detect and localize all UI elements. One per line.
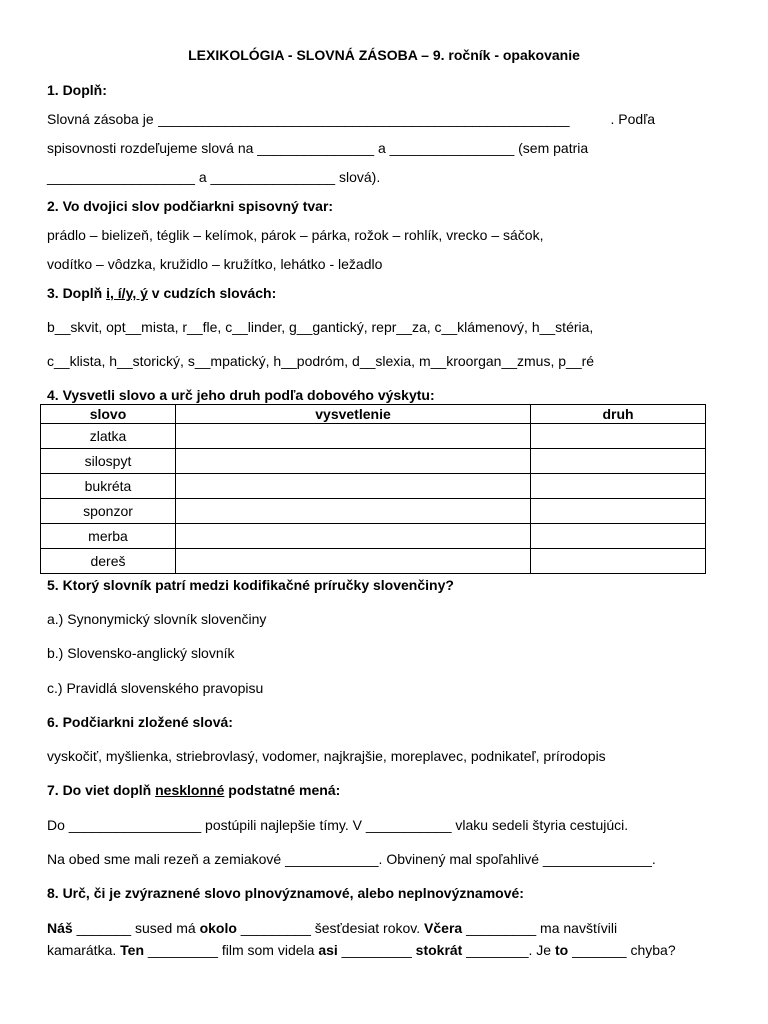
q6-line: vyskočiť, myšlienka, striebrovlasý, vodomer, najkrajšie, moreplavec, podnikateľ, prírodopis — [47, 748, 606, 764]
type-cell[interactable] — [531, 499, 706, 524]
column-header-vysvetlenie: vysvetlenie — [176, 405, 531, 424]
q5-option-a: a.) Synonymický slovník slovenčiny — [47, 611, 267, 627]
explanation-cell[interactable] — [176, 549, 531, 574]
q3-line-2: c__klista, h__storický, s__mpatický, h__podróm, d__slexia, m__kroorgan__zmus, p__ré — [47, 353, 595, 369]
type-cell[interactable] — [531, 474, 706, 499]
column-header-druh: druh — [531, 405, 706, 424]
type-cell[interactable] — [531, 549, 706, 574]
table-row — [41, 474, 706, 499]
q8-line-2 — [47, 941, 676, 959]
q5-option-b: b.) Slovensko-anglický slovník — [47, 645, 235, 661]
explanation-cell[interactable] — [176, 524, 531, 549]
explanation-cell[interactable] — [176, 449, 531, 474]
page-title: LEXIKOLÓGIA - SLOVNÁ ZÁSOBA – 9. ročník - opakovanie — [188, 47, 580, 63]
explanation-cell[interactable] — [176, 499, 531, 524]
highlighted-word: Včera — [424, 920, 463, 936]
q4-heading: 4. Vysvetli slovo a urč jeho druh podľa dobového výskytu: — [47, 387, 435, 403]
q5-heading: 5. Ktorý slovník patrí medzi kodifikačné príručky slovenčiny? — [47, 577, 454, 593]
type-cell[interactable] — [531, 424, 706, 449]
q7-heading-pre: 7. Do viet doplň — [47, 782, 156, 798]
q1-line-1-blank: _______________________________________________________ — [157, 111, 570, 127]
q3-heading — [47, 284, 276, 302]
q3-heading-pre: 3. Doplň — [47, 285, 107, 301]
q3-heading-letters: i, í/y, ý — [106, 285, 148, 301]
q1-heading: 1. Doplň: — [47, 82, 107, 98]
q8-text: _________ ma navštívili — [462, 920, 618, 936]
q1-line-3: ___________________ a ________________ slová). — [47, 169, 381, 185]
q1-line-1-c: . Podľa — [610, 111, 656, 127]
q7-heading — [47, 781, 340, 799]
word-cell: bukréta — [41, 474, 176, 499]
explanation-cell[interactable] — [176, 474, 531, 499]
q1-line-1 — [47, 110, 655, 128]
column-header-slovo: slovo — [41, 405, 176, 424]
table-row — [41, 424, 706, 449]
explanation-cell[interactable] — [176, 424, 531, 449]
q8-line-1 — [47, 919, 617, 937]
q8-text: _______ chyba? — [568, 942, 676, 958]
q7-line-2: Na obed sme mali rezeň a zemiakové ____________. Obvinený mal spoľahlivé ______________. — [47, 851, 656, 867]
q8-heading: 8. Urč, či je zvýraznené slovo plnovýznamové, alebo neplnovýznamové: — [47, 885, 524, 901]
word-cell: merba — [41, 524, 176, 549]
q2-heading: 2. Vo dvojici slov podčiarkni spisovný tvar: — [47, 198, 334, 214]
type-cell[interactable] — [531, 449, 706, 474]
highlighted-word: Ten — [120, 942, 144, 958]
highlighted-word: okolo — [199, 920, 237, 936]
q3-heading-post: v cudzích slovách: — [147, 285, 277, 301]
vocabulary-table — [40, 404, 706, 574]
q8-text: ________. Je — [462, 942, 555, 958]
word-cell: sponzor — [41, 499, 176, 524]
q8-text: kamarátka. — [47, 942, 121, 958]
q6-heading: 6. Podčiarkni zložené slová: — [47, 714, 233, 730]
type-cell[interactable] — [531, 524, 706, 549]
highlighted-word: stokrát — [415, 942, 463, 958]
q3-line-1: b__skvit, opt__mista, r__fle, c__linder, g__gantický, repr__za, c__klámenový, h__stéria, — [47, 319, 594, 335]
word-cell: silospyt — [41, 449, 176, 474]
highlighted-word: to — [554, 942, 569, 958]
table-header-row — [41, 405, 706, 424]
table-row — [41, 549, 706, 574]
word-cell: dereš — [41, 549, 176, 574]
table-row — [41, 449, 706, 474]
q8-text: _______ sused má — [72, 920, 200, 936]
highlighted-word: asi — [318, 942, 338, 958]
q2-line-1: prádlo – bielizeň, téglik – kelímok, párok – párka, rožok – rohlík, vrecko – sáčok, — [47, 227, 544, 243]
q8-text: _________ — [337, 942, 416, 958]
q7-heading-keyword: nesklonné — [155, 782, 225, 798]
q7-heading-post: podstatné mená: — [224, 782, 341, 798]
table-row — [41, 524, 706, 549]
table-row — [41, 499, 706, 524]
q1-line-1-a: Slovná zásoba je — [47, 111, 158, 127]
q8-text: _________ šesťdesiat rokov. — [236, 920, 425, 936]
q7-line-1: Do _________________ postúpili najlepšie tímy. V ___________ vlaku sedeli štyria cestujúci. — [47, 817, 629, 833]
q2-line-2: vodítko – vôdzka, kružidlo – kružítko, lehátko - ležadlo — [47, 256, 383, 272]
highlighted-word: Náš — [47, 920, 73, 936]
q8-text: _________ film som videla — [144, 942, 319, 958]
q1-line-2: spisovnosti rozdeľujeme slová na _______________ a ________________ (sem patria — [47, 140, 589, 156]
word-cell: zlatka — [41, 424, 176, 449]
q5-option-c: c.) Pravidlá slovenského pravopisu — [47, 680, 264, 696]
